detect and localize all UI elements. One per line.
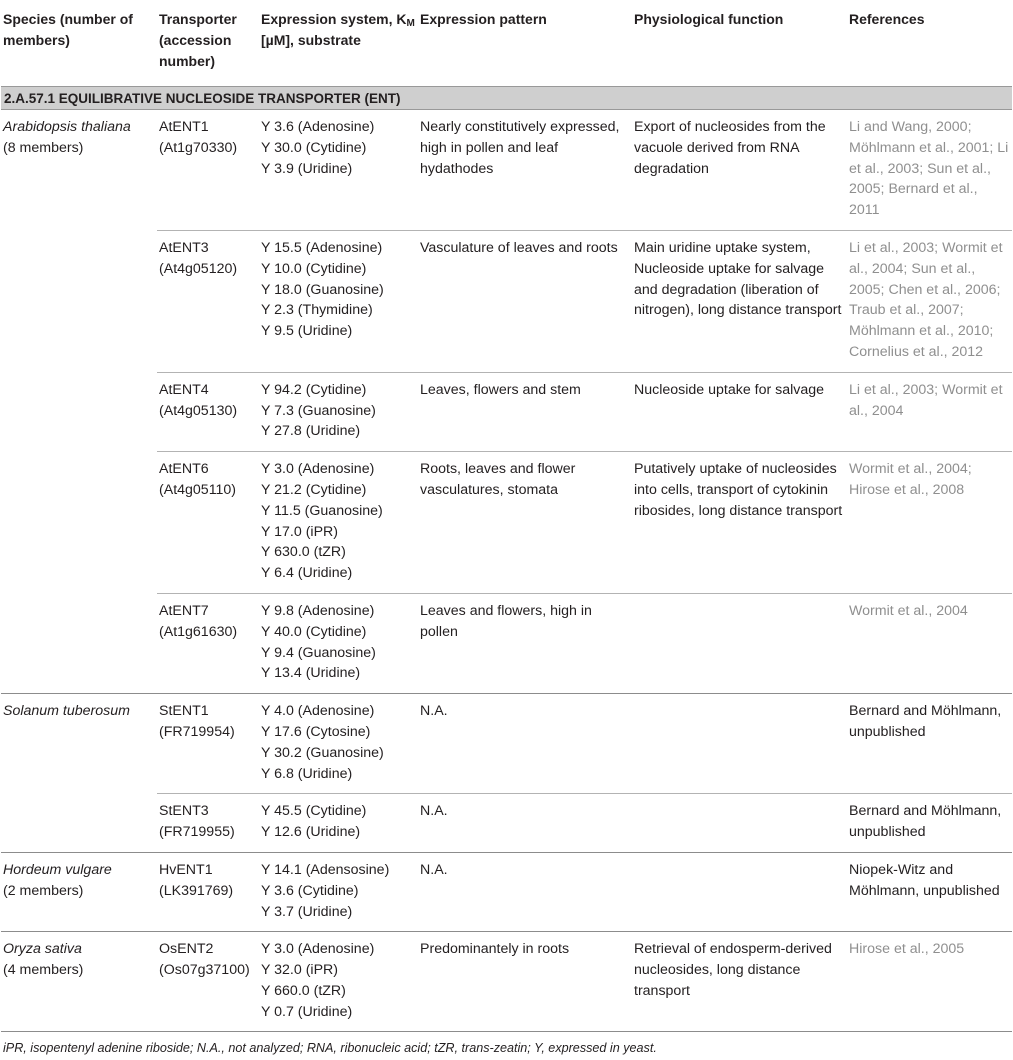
species-cell [1,452,157,594]
km-value: Y 6.8 (Uridine) [261,765,353,782]
expression-pattern-cell: N.A. [418,694,632,794]
transporter-cell [157,452,259,594]
species-cell [1,372,157,451]
col-header-physiological-function: Physiological function [634,11,784,27]
col-header-transporter: Transporter (accession number) [159,11,237,69]
km-value: Y 3.9 (Uridine) [261,160,353,177]
table-body [1,87,1012,1032]
species-name: Arabidopsis thaliana [3,119,131,135]
transporter-cell [157,794,259,853]
expression-system-cell [259,694,418,794]
expression-pattern-cell: Roots, leaves and flower vasculatures, stomata [418,452,632,594]
species-name: Solanum tuberosum [3,703,130,720]
transporter-cell [157,593,259,693]
expression-system-cell [259,110,418,231]
km-value: Y 630.0 (tZR) [261,544,346,561]
table-row [1,372,1012,451]
transporter-accession: (At4g05130) [159,402,238,419]
km-value: Y 3.6 (Cytidine) [261,882,359,899]
table-footnote: iPR, isopentenyl adenine riboside; N.A., not analyzed; RNA, ribonucleic acid; tZR, trans-zeatin; Y, expressed in yeast. [3,1041,657,1055]
table-row [1,932,1012,1032]
expression-system-cell [259,372,418,451]
km-value: Y 17.6 (Cytosine) [261,723,371,740]
expression-pattern-cell: N.A. [418,794,632,853]
transporter-cell [157,852,259,931]
section-row [1,87,1012,110]
species-name: Hordeum vulgare [3,861,112,878]
transporter-accession: (At1g70330) [159,139,238,156]
species-cell [1,794,157,853]
km-value: Y 7.3 (Guanosine) [261,402,376,419]
transporter-name: StENT1 [159,703,209,720]
transporter-accession: (FR719954) [159,723,235,740]
km-value: Y 9.5 (Uridine) [261,323,353,340]
transporter-name: AtENT1 [159,119,209,135]
km-value: Y 30.2 (Guanosine) [261,744,384,761]
expression-pattern-cell: Vasculature of leaves and roots [418,230,632,372]
species-members: (8 members) [3,139,84,156]
transporter-cell [157,230,259,372]
references-cell: Bernard and Möhlmann, unpublished [847,694,1012,794]
km-value: Y 9.4 (Guanosine) [261,644,376,661]
table-row [1,593,1012,693]
transporter-name: AtENT3 [159,239,209,256]
transporter-accession: (At1g61630) [159,623,238,640]
physiological-function-cell: Main uridine uptake system, Nucleoside uptake for salvage and degradation (liberation of nitrogen), long distance transport [632,230,847,372]
table-row [1,794,1012,853]
expression-system-cell [259,852,418,931]
species-cell [1,694,157,794]
transporter-accession: (LK391769) [159,882,234,899]
table-row [1,452,1012,594]
transporter-name: OsENT2 [159,941,214,958]
transporter-name: AtENT7 [159,602,209,619]
physiological-function-cell [632,694,847,794]
km-value: Y 4.0 (Adenosine) [261,703,375,720]
col-header-species: Species (number of members) [3,11,133,48]
km-value: Y 13.4 (Uridine) [261,665,361,682]
references-cell: Hirose et al., 2005 [847,932,1012,1032]
km-value: Y 32.0 (iPR) [261,962,339,979]
expression-pattern-cell: Predominantely in roots [418,932,632,1032]
physiological-function-cell: Retrieval of endosperm-derived nucleosides, long distance transport [632,932,847,1032]
physiological-function-cell [632,852,847,931]
km-value: Y 14.1 (Adensosine) [261,861,390,878]
transporter-accession: (FR719955) [159,824,235,841]
km-value: Y 2.3 (Thymidine) [261,302,373,319]
references-cell: Li et al., 2003; Wormit et al., 2004 [847,372,1012,451]
km-value: Y 15.5 (Adenosine) [261,239,383,256]
table-row [1,110,1012,231]
species-cell [1,932,157,1032]
transporter-accession: (At4g05120) [159,260,238,277]
km-value: Y 18.0 (Guanosine) [261,281,384,298]
physiological-function-cell [632,794,847,853]
species-members: (4 members) [3,962,84,979]
species-cell [1,852,157,931]
table-row [1,230,1012,372]
transporter-accession: (At4g05110) [159,481,237,498]
references-cell: Li et al., 2003; Wormit et al., 2004; Sun et al., 2005; Chen et al., 2006; Traub et al., 2007; Möhlmann et al., 2010; Cornelius et al., 2012 [847,230,1012,372]
species-cell [1,110,157,231]
km-value: Y 3.7 (Uridine) [261,903,353,920]
transporter-name: AtENT6 [159,461,209,478]
table-header [1,0,1012,87]
species-cell [1,593,157,693]
col-header-expression-system-pre: Expression system, K [261,11,407,27]
references-cell: Bernard and Möhlmann, unpublished [847,794,1012,853]
references-cell: Li and Wang, 2000; Möhlmann et al., 2001; Li et al., 2003; Sun et al., 2005; Bernard et al., 2011 [849,119,1009,219]
transporter-table [1,0,1012,1032]
table-row [1,694,1012,794]
physiological-function-cell: Putatively uptake of nucleosides into cells, transport of cytokinin ribosides, long distance transport [632,452,847,594]
km-value: Y 12.6 (Uridine) [261,824,361,841]
table-row [1,852,1012,931]
km-value: Y 3.0 (Adenosine) [261,941,375,958]
km-value: Y 27.8 (Uridine) [261,423,361,440]
species-name: Oryza sativa [3,941,82,958]
expression-pattern-cell: N.A. [418,852,632,931]
references-cell: Wormit et al., 2004 [847,593,1012,693]
expression-pattern-cell: Leaves and flowers, high in pollen [418,593,632,693]
col-header-expression-system [259,0,418,87]
km-value: Y 11.5 (Guanosine) [261,502,383,519]
km-value: Y 660.0 (tZR) [261,982,346,999]
km-value: Y 40.0 (Cytidine) [261,623,367,640]
km-value: Y 0.7 (Uridine) [261,1003,353,1020]
km-value: Y 3.6 (Adenosine) [261,119,375,135]
section-title: 2.A.57.1 EQUILIBRATIVE NUCLEOSIDE TRANSPORTER (ENT) [1,87,1012,110]
km-value: Y 6.4 (Uridine) [261,565,353,582]
physiological-function-cell [632,593,847,693]
transporter-name: HvENT1 [159,861,213,878]
km-value: Y 3.0 (Adenosine) [261,461,375,478]
km-value: Y 21.2 (Cytidine) [261,481,367,498]
references-cell: Niopek-Witz and Möhlmann, unpublished [847,852,1012,931]
km-value: Y 10.0 (Cytidine) [261,260,367,277]
transporter-cell [157,372,259,451]
col-header-expression-system-post: [µM], substrate [261,32,361,48]
km-value: Y 9.8 (Adenosine) [261,602,375,619]
km-value: Y 17.0 (iPR) [261,523,339,540]
col-header-expression-system-sub: M [406,18,415,29]
km-value: Y 45.5 (Cytidine) [261,803,367,820]
physiological-function-cell: Nucleoside uptake for salvage [632,372,847,451]
expression-system-cell [259,932,418,1032]
col-header-references: References [849,11,925,27]
expression-system-cell [259,794,418,853]
transporter-cell [157,932,259,1032]
expression-pattern-cell: Leaves, flowers and stem [418,372,632,451]
km-value: Y 30.0 (Cytidine) [261,139,367,156]
references-cell: Wormit et al., 2004; Hirose et al., 2008 [847,452,1012,594]
expression-system-cell [259,230,418,372]
species-members: (2 members) [3,882,84,899]
species-cell [1,230,157,372]
physiological-function-cell: Export of nucleosides from the vacuole derived from RNA degradation [634,119,826,177]
transporter-name: StENT3 [159,803,209,820]
col-header-expression-pattern: Expression pattern [420,11,547,27]
transporter-cell [157,110,259,231]
expression-system-cell [259,452,418,594]
transporter-name: AtENT4 [159,381,209,398]
km-value: Y 94.2 (Cytidine) [261,381,367,398]
expression-system-cell [259,593,418,693]
transporter-cell [157,694,259,794]
expression-pattern-cell: Nearly constitutively expressed, high in pollen and leaf hydathodes [420,119,620,177]
transporter-accession: (Os07g37100) [159,962,250,979]
